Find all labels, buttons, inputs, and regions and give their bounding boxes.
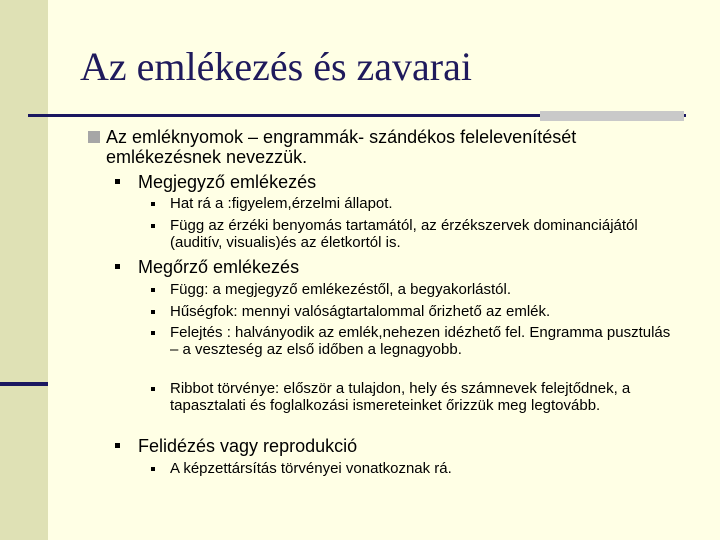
section-heading-2: Megőrző emlékezés bbox=[138, 257, 300, 277]
level3-bullet bbox=[151, 467, 155, 471]
section-heading-1: Megjegyző emlékezés bbox=[138, 172, 317, 192]
list-item: Ribbot törvénye: először a tulajdon, hely és számnevek felejtődnek, a tapasztalati és foglalkozási ismereteinket őrizzük meg legtovább. bbox=[170, 380, 631, 414]
intro-text: Az emléknyomok – engrammák- szándékos felelevenítését emlékezésnek nevezzük. bbox=[106, 127, 577, 167]
left-accent-marker bbox=[0, 382, 48, 386]
level3-bullet bbox=[151, 310, 155, 314]
list-item: Függ: a megjegyző emlékezéstől, a begyakorlástól. bbox=[170, 281, 512, 298]
list-item: Hűségfok: mennyi valóságtartalommal őrizhető az emlék. bbox=[170, 303, 551, 320]
level2-bullet bbox=[115, 443, 120, 448]
section-heading-3: Felidézés vagy reprodukció bbox=[138, 436, 358, 456]
list-item: Hat rá a :figyelem,érzelmi állapot. bbox=[170, 195, 393, 212]
list-item: Felejtés : halványodik az emlék,nehezen idézhető fel. Engramma pusztulás – a veszteség az első időben a legnagyobb. bbox=[170, 324, 671, 358]
level1-bullet bbox=[88, 131, 100, 143]
level3-bullet bbox=[151, 331, 155, 335]
level3-bullet bbox=[151, 224, 155, 228]
level3-bullet bbox=[151, 288, 155, 292]
list-item: A képzettársítás törvényei vonatkoznak rá. bbox=[170, 460, 452, 477]
level3-bullet bbox=[151, 202, 155, 206]
level2-bullet bbox=[115, 179, 120, 184]
list-item: Függ az érzéki benyomás tartamától, az érzékszervek dominanciájától (auditív, visualis)és az életkortól is. bbox=[170, 217, 638, 251]
title-underline-accent bbox=[540, 111, 684, 121]
left-accent-band bbox=[0, 0, 48, 540]
level2-bullet bbox=[115, 264, 120, 269]
slide-title: Az emlékezés és zavarai bbox=[80, 44, 472, 89]
level3-bullet bbox=[151, 387, 155, 391]
